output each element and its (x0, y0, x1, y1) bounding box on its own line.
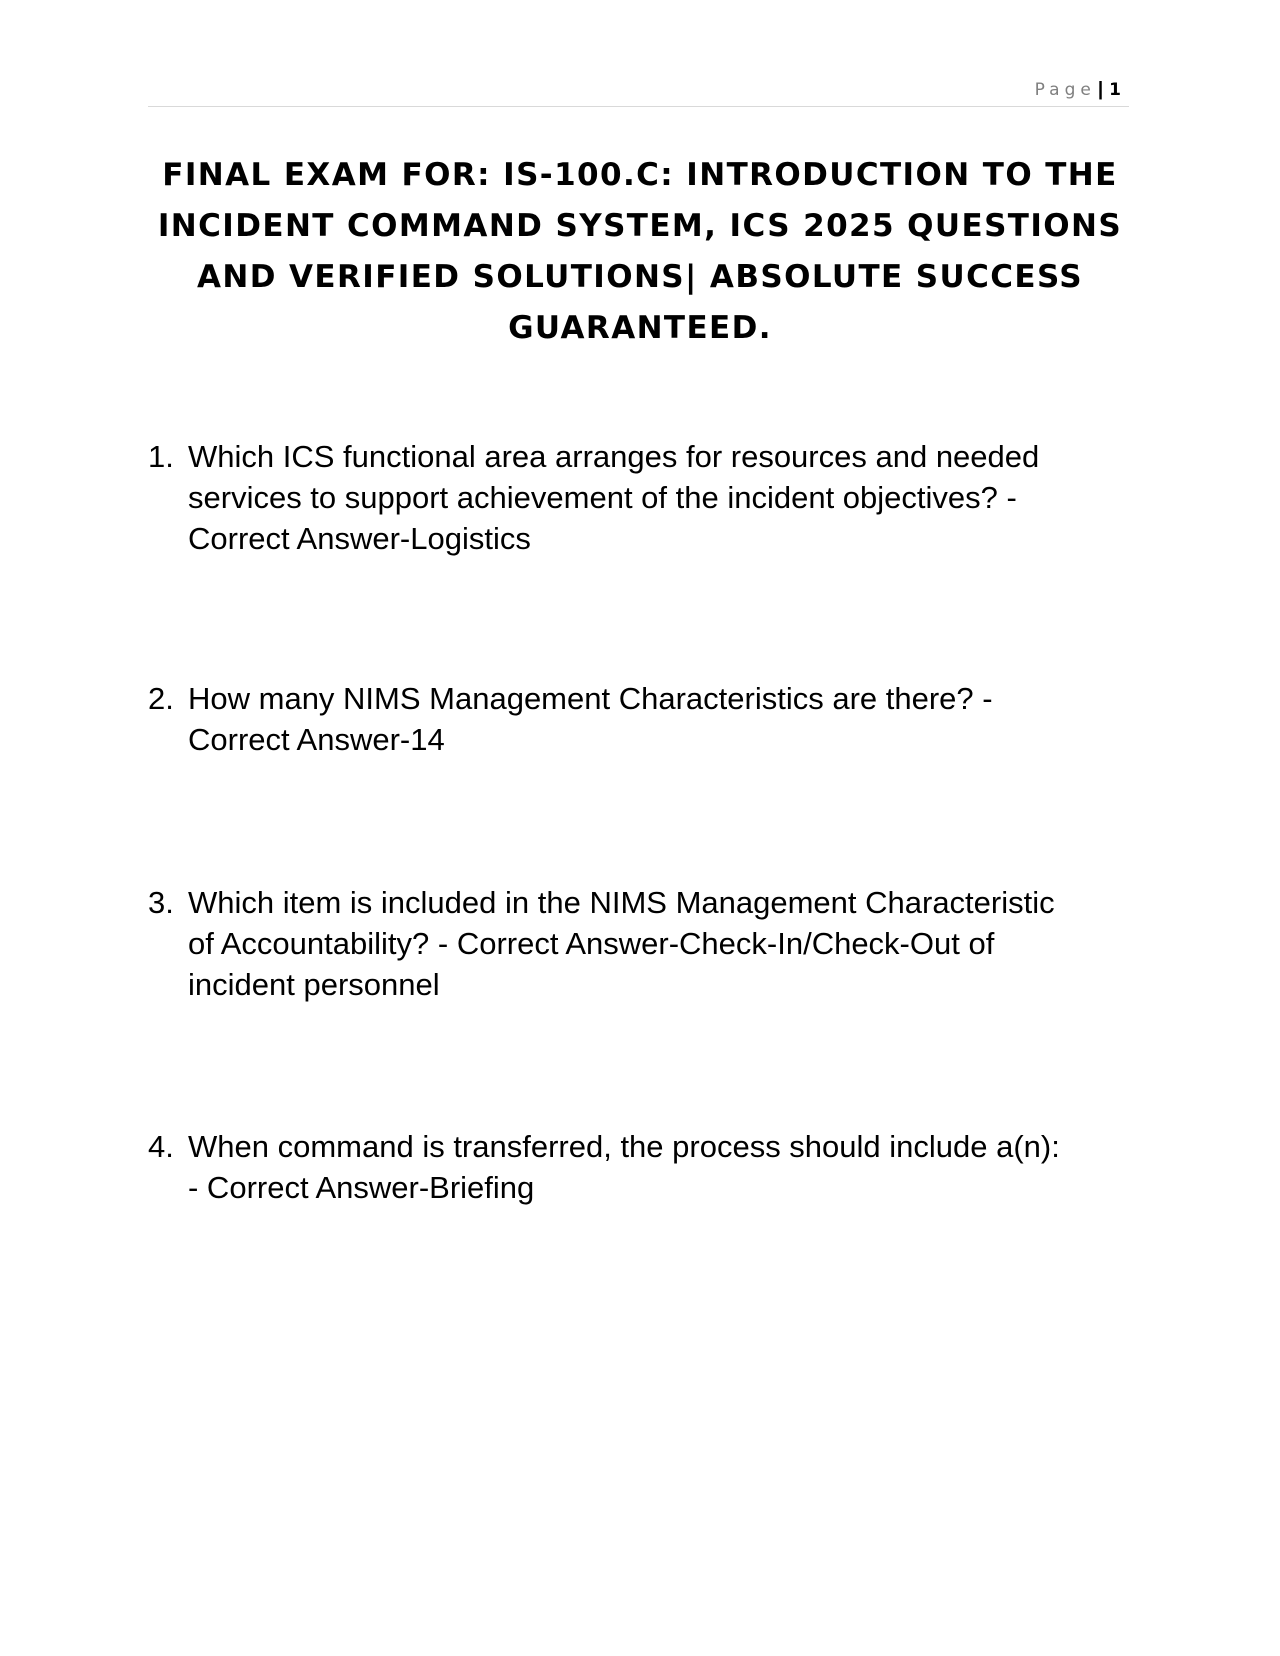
question-text: Which item is included in the NIMS Management Characteristic of Accountability? - Correct Answer-Check-In/Check-Out of incident personnel (188, 885, 1055, 1002)
question-number: 3. (148, 885, 174, 920)
question-item (148, 436, 1148, 559)
question-item (148, 1126, 1148, 1208)
question-number: 2. (148, 681, 174, 716)
page-label: Page (1034, 80, 1096, 100)
page-separator: | (1097, 79, 1104, 100)
page-header (148, 76, 1129, 107)
question-text: When command is transferred, the process should include a(n): - Correct Answer-Briefing (188, 1129, 1060, 1205)
question-number: 4. (148, 1129, 174, 1164)
question-text: Which ICS functional area arranges for resources and needed services to support achievement of the incident objectives? - Correct Answer-Logistics (188, 439, 1040, 556)
page-number: 1 (1109, 80, 1121, 100)
document-title: FINAL EXAM FOR: IS-100.C: INTRODUCTION TO THE INCIDENT COMMAND SYSTEM, ICS 2025 QUESTIONS AND VERIFIED SOLUTIONS| ABSOLUTE SUCCESS GUARANTEED. (157, 157, 1123, 346)
question-number: 1. (148, 439, 174, 474)
question-item (148, 882, 1148, 1005)
question-text: How many NIMS Management Characteristics are there? - Correct Answer-14 (188, 681, 993, 757)
question-item (148, 678, 1148, 760)
